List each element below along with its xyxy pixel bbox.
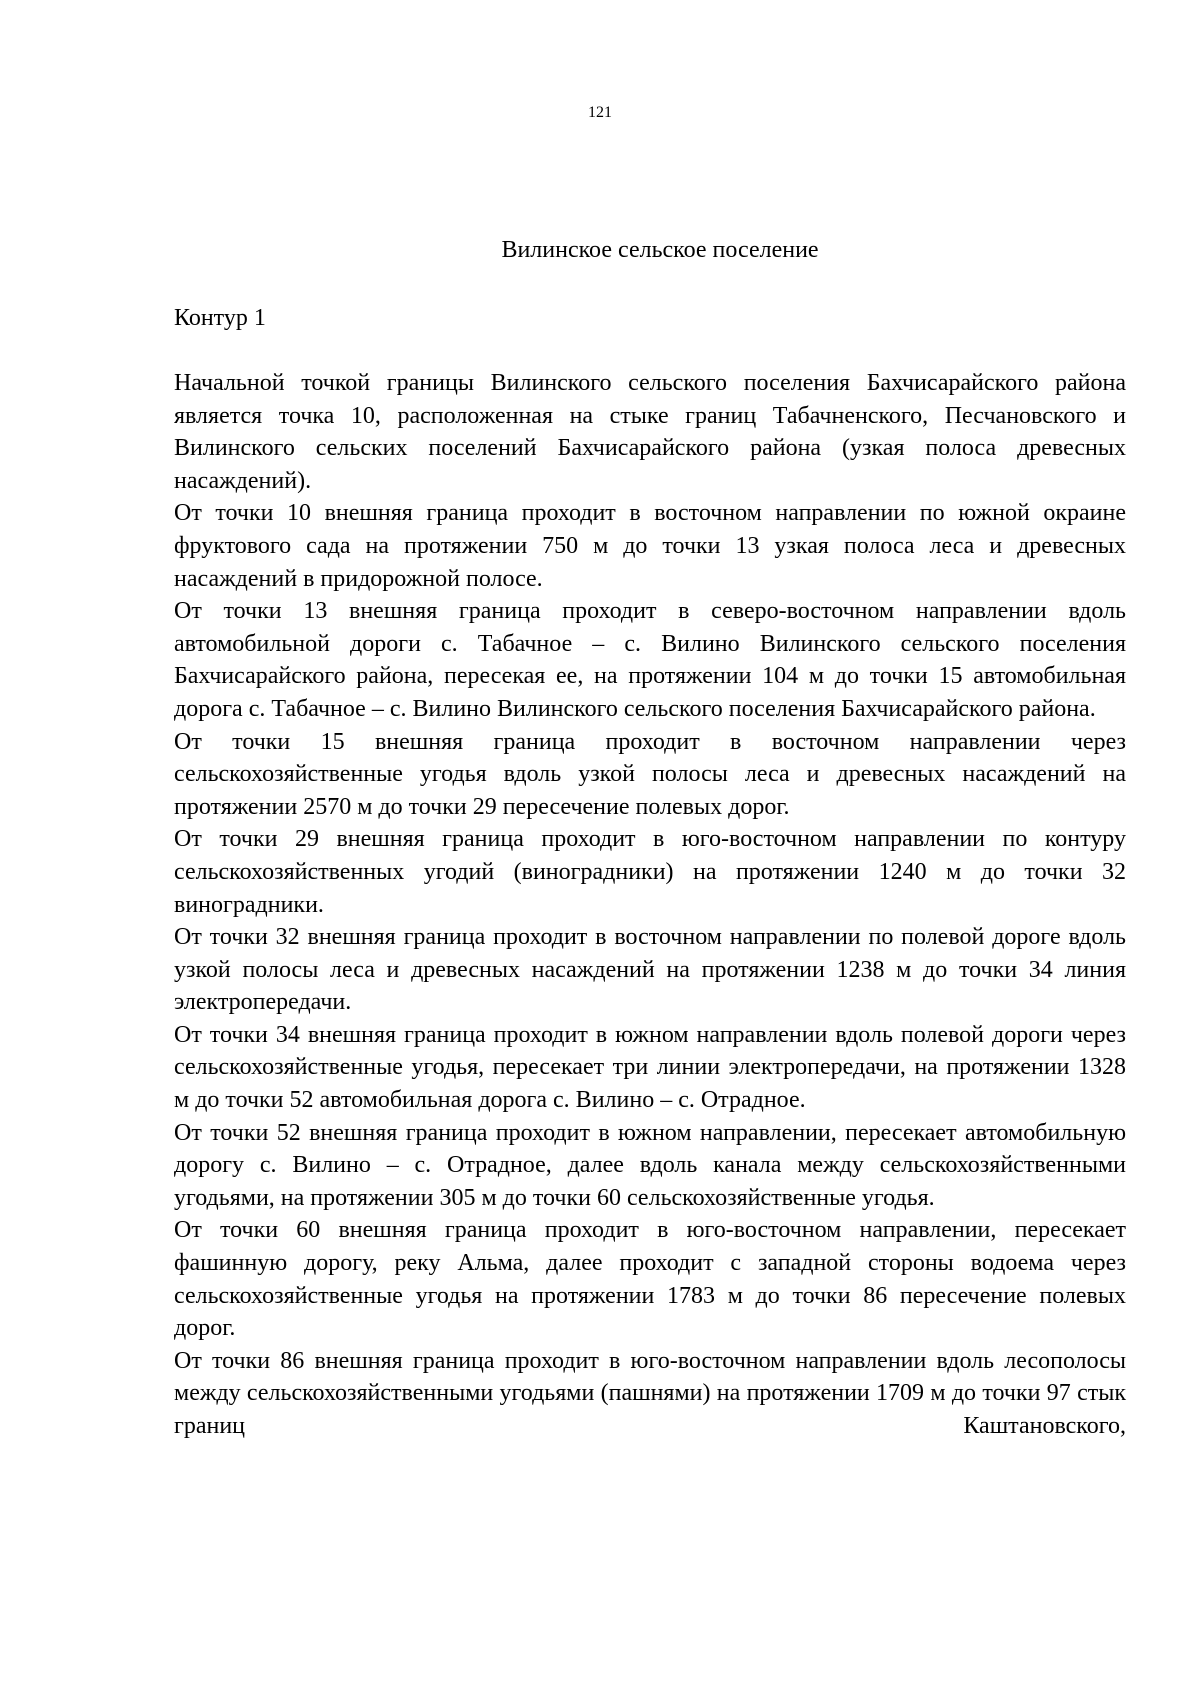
paragraph: От точки 13 внешняя граница проходит в северо-восточном направлении вдоль автомобильной дороги с. Табачное – с. Вилино Вилинского сельского поселения Бахчисарайского района, пересекая ее, на протяжении 104 м до точки 15 автомобильная дорога с. Табачное – с. Вилино Вилинского сельского поселения Бахчисарайского района.	[174, 598, 1126, 722]
paragraph: От точки 60 внешняя граница проходит в юго-восточном направлении, пересекает фашинную дорогу, реку Альма, далее проходит с западной стороны водоема через сельскохозяйственные угодья на протяжении 1783 м до точки 86 пересечение полевых дорог.	[174, 1217, 1126, 1342]
paragraph: От точки 34 внешняя граница проходит в южном направлении вдоль полевой дороги через сельскохозяйственные угодья, пересекает три линии электропередачи, на протяжении 1328 м до точки 52 автомобильная дорога с. Вилино – с. Отрадное.	[174, 1021, 1126, 1114]
body-text	[174, 367, 1126, 1443]
paragraph: От точки 86 внешняя граница проходит в юго-восточном направлении вдоль лесополосы между сельскохозяйственными угодьями (пашнями) на протяжении 1709 м до точки 97 стык границ Каштановского,	[174, 1347, 1126, 1439]
paragraph: От точки 29 внешняя граница проходит в юго-восточном направлении по контуру сельскохозяйственных угодий (виноградники) на протяжении 1240 м до точки 32 виноградники.	[174, 826, 1126, 918]
paragraph: От точки 32 внешняя граница проходит в восточном направлении по полевой дороге вдоль узкой полосы леса и древесных насаждений на протяжении 1238 м до точки 34 линия электропередачи.	[174, 924, 1126, 1016]
contour-label: Контур 1	[174, 305, 266, 331]
paragraph: От точки 52 внешняя граница проходит в южном направлении, пересекает автомобильную дорогу с. Вилино – с. Отрадное, далее вдоль канала между сельскохозяйственными угодьями, на протяжении 305 м до точки 60 сельскохозяйственные угодья.	[174, 1119, 1126, 1211]
paragraph: От точки 10 внешняя граница проходит в восточном направлении по южной окраине фруктового сада на протяжении 750 м до точки 13 узкая полоса леса и древесных насаждений в придорожной полосе.	[174, 500, 1126, 592]
section-title: Вилинское сельское поселение	[501, 237, 819, 263]
paragraph: От точки 15 внешняя граница проходит в восточном направлении через сельскохозяйственные угодья вдоль узкой полосы леса и древесных насаждений на протяжении 2570 м до точки 29 пересечение полевых дорог.	[174, 728, 1126, 820]
page-number: 121	[588, 104, 612, 121]
paragraph: Начальной точкой границы Вилинского сельского поселения Бахчисарайского района является точка 10, расположенная на стыке границ Табачненского, Песчановского и Вилинского сельских поселений Бахчисарайского района (узкая полоса древесных насаждений).	[174, 370, 1126, 494]
